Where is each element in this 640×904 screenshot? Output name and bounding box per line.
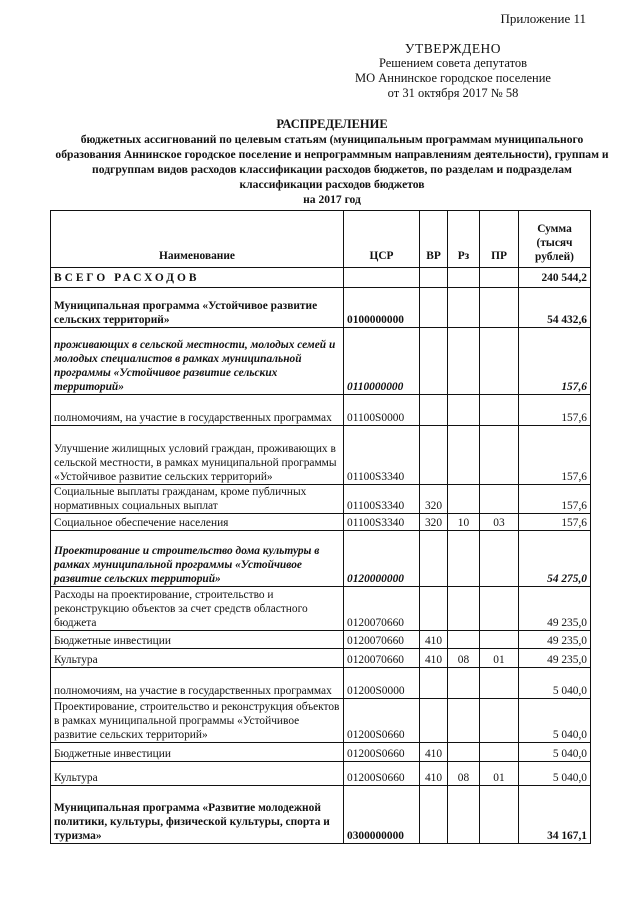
- cell-vr: [420, 531, 448, 587]
- cell-pr: [480, 268, 519, 288]
- cell-vr: 320: [420, 514, 448, 531]
- cell-csr: 0120000000: [344, 531, 420, 587]
- cell-rz: 08: [448, 762, 480, 786]
- cell-name: Расходы на проектирование, строительство и реконструкцию объектов за счет средств областного бюджета: [51, 587, 344, 631]
- cell-pr: [480, 395, 519, 426]
- cell-pr: [480, 743, 519, 762]
- approval-block: [338, 41, 568, 101]
- cell-vr: 410: [420, 631, 448, 649]
- cell-name: проживающих в сельской местности, молодых семей и молодых специалистов в рамках муниципальной программы «Устойчивое развитие сельских территорий»: [51, 328, 344, 395]
- cell-vr: 410: [420, 649, 448, 668]
- cell-csr: 01100S3340: [344, 485, 420, 514]
- cell-rz: [448, 288, 480, 328]
- cell-csr: 0110000000: [344, 328, 420, 395]
- cell-rz: [448, 587, 480, 631]
- cell-csr: 0120070660: [344, 631, 420, 649]
- cell-name: Бюджетные инвестиции: [51, 743, 344, 762]
- header-csr: ЦСР: [344, 211, 420, 268]
- cell-vr: [420, 699, 448, 743]
- cell-sum: 54 432,6: [519, 288, 591, 328]
- cell-name: Социальное обеспечение населения: [51, 514, 344, 531]
- cell-pr: [480, 485, 519, 514]
- cell-sum: 49 235,0: [519, 649, 591, 668]
- table-row: [51, 587, 591, 631]
- cell-vr: 320: [420, 485, 448, 514]
- approval-title: УТВЕРЖДЕНО: [404, 41, 502, 56]
- table-row: [51, 395, 591, 426]
- table-row: [51, 328, 591, 395]
- cell-vr: [420, 587, 448, 631]
- cell-pr: [480, 668, 519, 699]
- cell-sum: 5 040,0: [519, 668, 591, 699]
- header-vr: ВР: [420, 211, 448, 268]
- table-row: [51, 649, 591, 668]
- table-row: [51, 531, 591, 587]
- cell-sum: 5 040,0: [519, 743, 591, 762]
- cell-sum: 157,6: [519, 514, 591, 531]
- cell-rz: [448, 531, 480, 587]
- cell-name: Бюджетные инвестиции: [51, 631, 344, 649]
- cell-sum: 34 167,1: [519, 786, 591, 844]
- cell-csr: 0120070660: [344, 649, 420, 668]
- cell-pr: 03: [480, 514, 519, 531]
- table-row: [51, 514, 591, 531]
- cell-csr: [344, 268, 420, 288]
- cell-name: полномочиям, на участие в государственных программах: [51, 395, 344, 426]
- cell-sum: 49 235,0: [519, 631, 591, 649]
- cell-vr: [420, 668, 448, 699]
- cell-vr: [420, 268, 448, 288]
- cell-csr: 01100S3340: [344, 426, 420, 485]
- document-title: РАСПРЕДЕЛЕНИЕ: [276, 117, 388, 131]
- cell-vr: [420, 426, 448, 485]
- cell-vr: [420, 288, 448, 328]
- cell-rz: [448, 668, 480, 699]
- cell-pr: [480, 587, 519, 631]
- table-row: [51, 268, 591, 288]
- cell-sum: 54 275,0: [519, 531, 591, 587]
- cell-sum: 157,6: [519, 485, 591, 514]
- cell-sum: 157,6: [519, 328, 591, 395]
- cell-csr: 01200S0660: [344, 699, 420, 743]
- cell-csr: 01100S3340: [344, 514, 420, 531]
- cell-rz: [448, 743, 480, 762]
- cell-pr: 01: [480, 762, 519, 786]
- cell-pr: [480, 288, 519, 328]
- cell-rz: [448, 268, 480, 288]
- table-row: [51, 426, 591, 485]
- cell-pr: [480, 531, 519, 587]
- cell-name: Улучшение жилищных условий граждан, проживающих в сельской местности, в рамках муниципальной программы «Устойчивое развитие сельских территорий»: [51, 426, 344, 485]
- approval-line-3: от 31 октября 2017 № 58: [387, 86, 519, 100]
- cell-pr: [480, 631, 519, 649]
- header-pr: ПР: [480, 211, 519, 268]
- cell-pr: [480, 328, 519, 395]
- cell-csr: 01200S0660: [344, 762, 420, 786]
- cell-vr: 410: [420, 743, 448, 762]
- cell-vr: [420, 786, 448, 844]
- cell-rz: 10: [448, 514, 480, 531]
- table-row: [51, 743, 591, 762]
- cell-sum: 49 235,0: [519, 587, 591, 631]
- cell-name: Культура: [51, 762, 344, 786]
- cell-csr: 0120070660: [344, 587, 420, 631]
- table-row: [51, 631, 591, 649]
- header-sum: Сумма (тысяч рублей): [519, 211, 591, 268]
- cell-name: Культура: [51, 649, 344, 668]
- cell-sum: 157,6: [519, 395, 591, 426]
- cell-name: Проектирование, строительство и реконструкция объектов в рамках муниципальной программы «Устойчивое развитие сельских территорий»: [51, 699, 344, 743]
- table-row: [51, 699, 591, 743]
- cell-vr: [420, 328, 448, 395]
- cell-name: Проектирование и строительство дома культуры в рамках муниципальной программы «Устойчивое развитие сельских территорий»: [51, 531, 344, 587]
- cell-rz: [448, 485, 480, 514]
- table-row: [51, 762, 591, 786]
- cell-pr: [480, 426, 519, 485]
- cell-pr: [480, 699, 519, 743]
- cell-name: Муниципальная программа «Развитие молодежной политики, культуры, физической культуры, спорта и туризма»: [51, 786, 344, 844]
- cell-rz: [448, 786, 480, 844]
- cell-pr: 01: [480, 649, 519, 668]
- cell-sum: 5 040,0: [519, 762, 591, 786]
- table-row: [51, 288, 591, 328]
- document-year: на 2017 год: [303, 193, 361, 206]
- header-name: Наименование: [51, 211, 344, 268]
- table-row: [51, 786, 591, 844]
- document-subtitle: бюджетных ассигнований по целевым статьям (муниципальным программам муниципального образования Аннинское городское поселение и непрограммным направлениям деятельности), группам и подгруппам видов расходов классификации расходов бюджетов, по разделам и подразделам классификации расходов бюджетов: [55, 133, 609, 191]
- cell-name: Муниципальная программа «Устойчивое развитие сельских территорий»: [51, 288, 344, 328]
- cell-csr: 0300000000: [344, 786, 420, 844]
- approval-line-2: МО Аннинское городское поселение: [355, 71, 551, 85]
- cell-csr: 01200S0660: [344, 743, 420, 762]
- cell-vr: 410: [420, 762, 448, 786]
- cell-rz: [448, 328, 480, 395]
- cell-sum: 5 040,0: [519, 699, 591, 743]
- cell-name: ВСЕГО РАСХОДОВ: [51, 268, 344, 288]
- cell-name: полномочиям, на участие в государственных программах: [51, 668, 344, 699]
- cell-rz: [448, 699, 480, 743]
- cell-vr: [420, 395, 448, 426]
- cell-name: Социальные выплаты гражданам, кроме публичных нормативных социальных выплат: [51, 485, 344, 514]
- cell-pr: [480, 786, 519, 844]
- table-row: [51, 485, 591, 514]
- table-row: [51, 668, 591, 699]
- cell-csr: 01200S0000: [344, 668, 420, 699]
- cell-csr: 0100000000: [344, 288, 420, 328]
- cell-rz: 08: [448, 649, 480, 668]
- cell-csr: 01100S0000: [344, 395, 420, 426]
- cell-sum: 240 544,2: [519, 268, 591, 288]
- cell-rz: [448, 395, 480, 426]
- header-rz: Рз: [448, 211, 480, 268]
- table-header-row: [51, 211, 591, 268]
- appendix-label: Приложение 11: [500, 11, 586, 26]
- cell-sum: 157,6: [519, 426, 591, 485]
- cell-rz: [448, 631, 480, 649]
- budget-table: [50, 210, 591, 844]
- approval-line-1: Решением совета депутатов: [378, 56, 528, 70]
- cell-rz: [448, 426, 480, 485]
